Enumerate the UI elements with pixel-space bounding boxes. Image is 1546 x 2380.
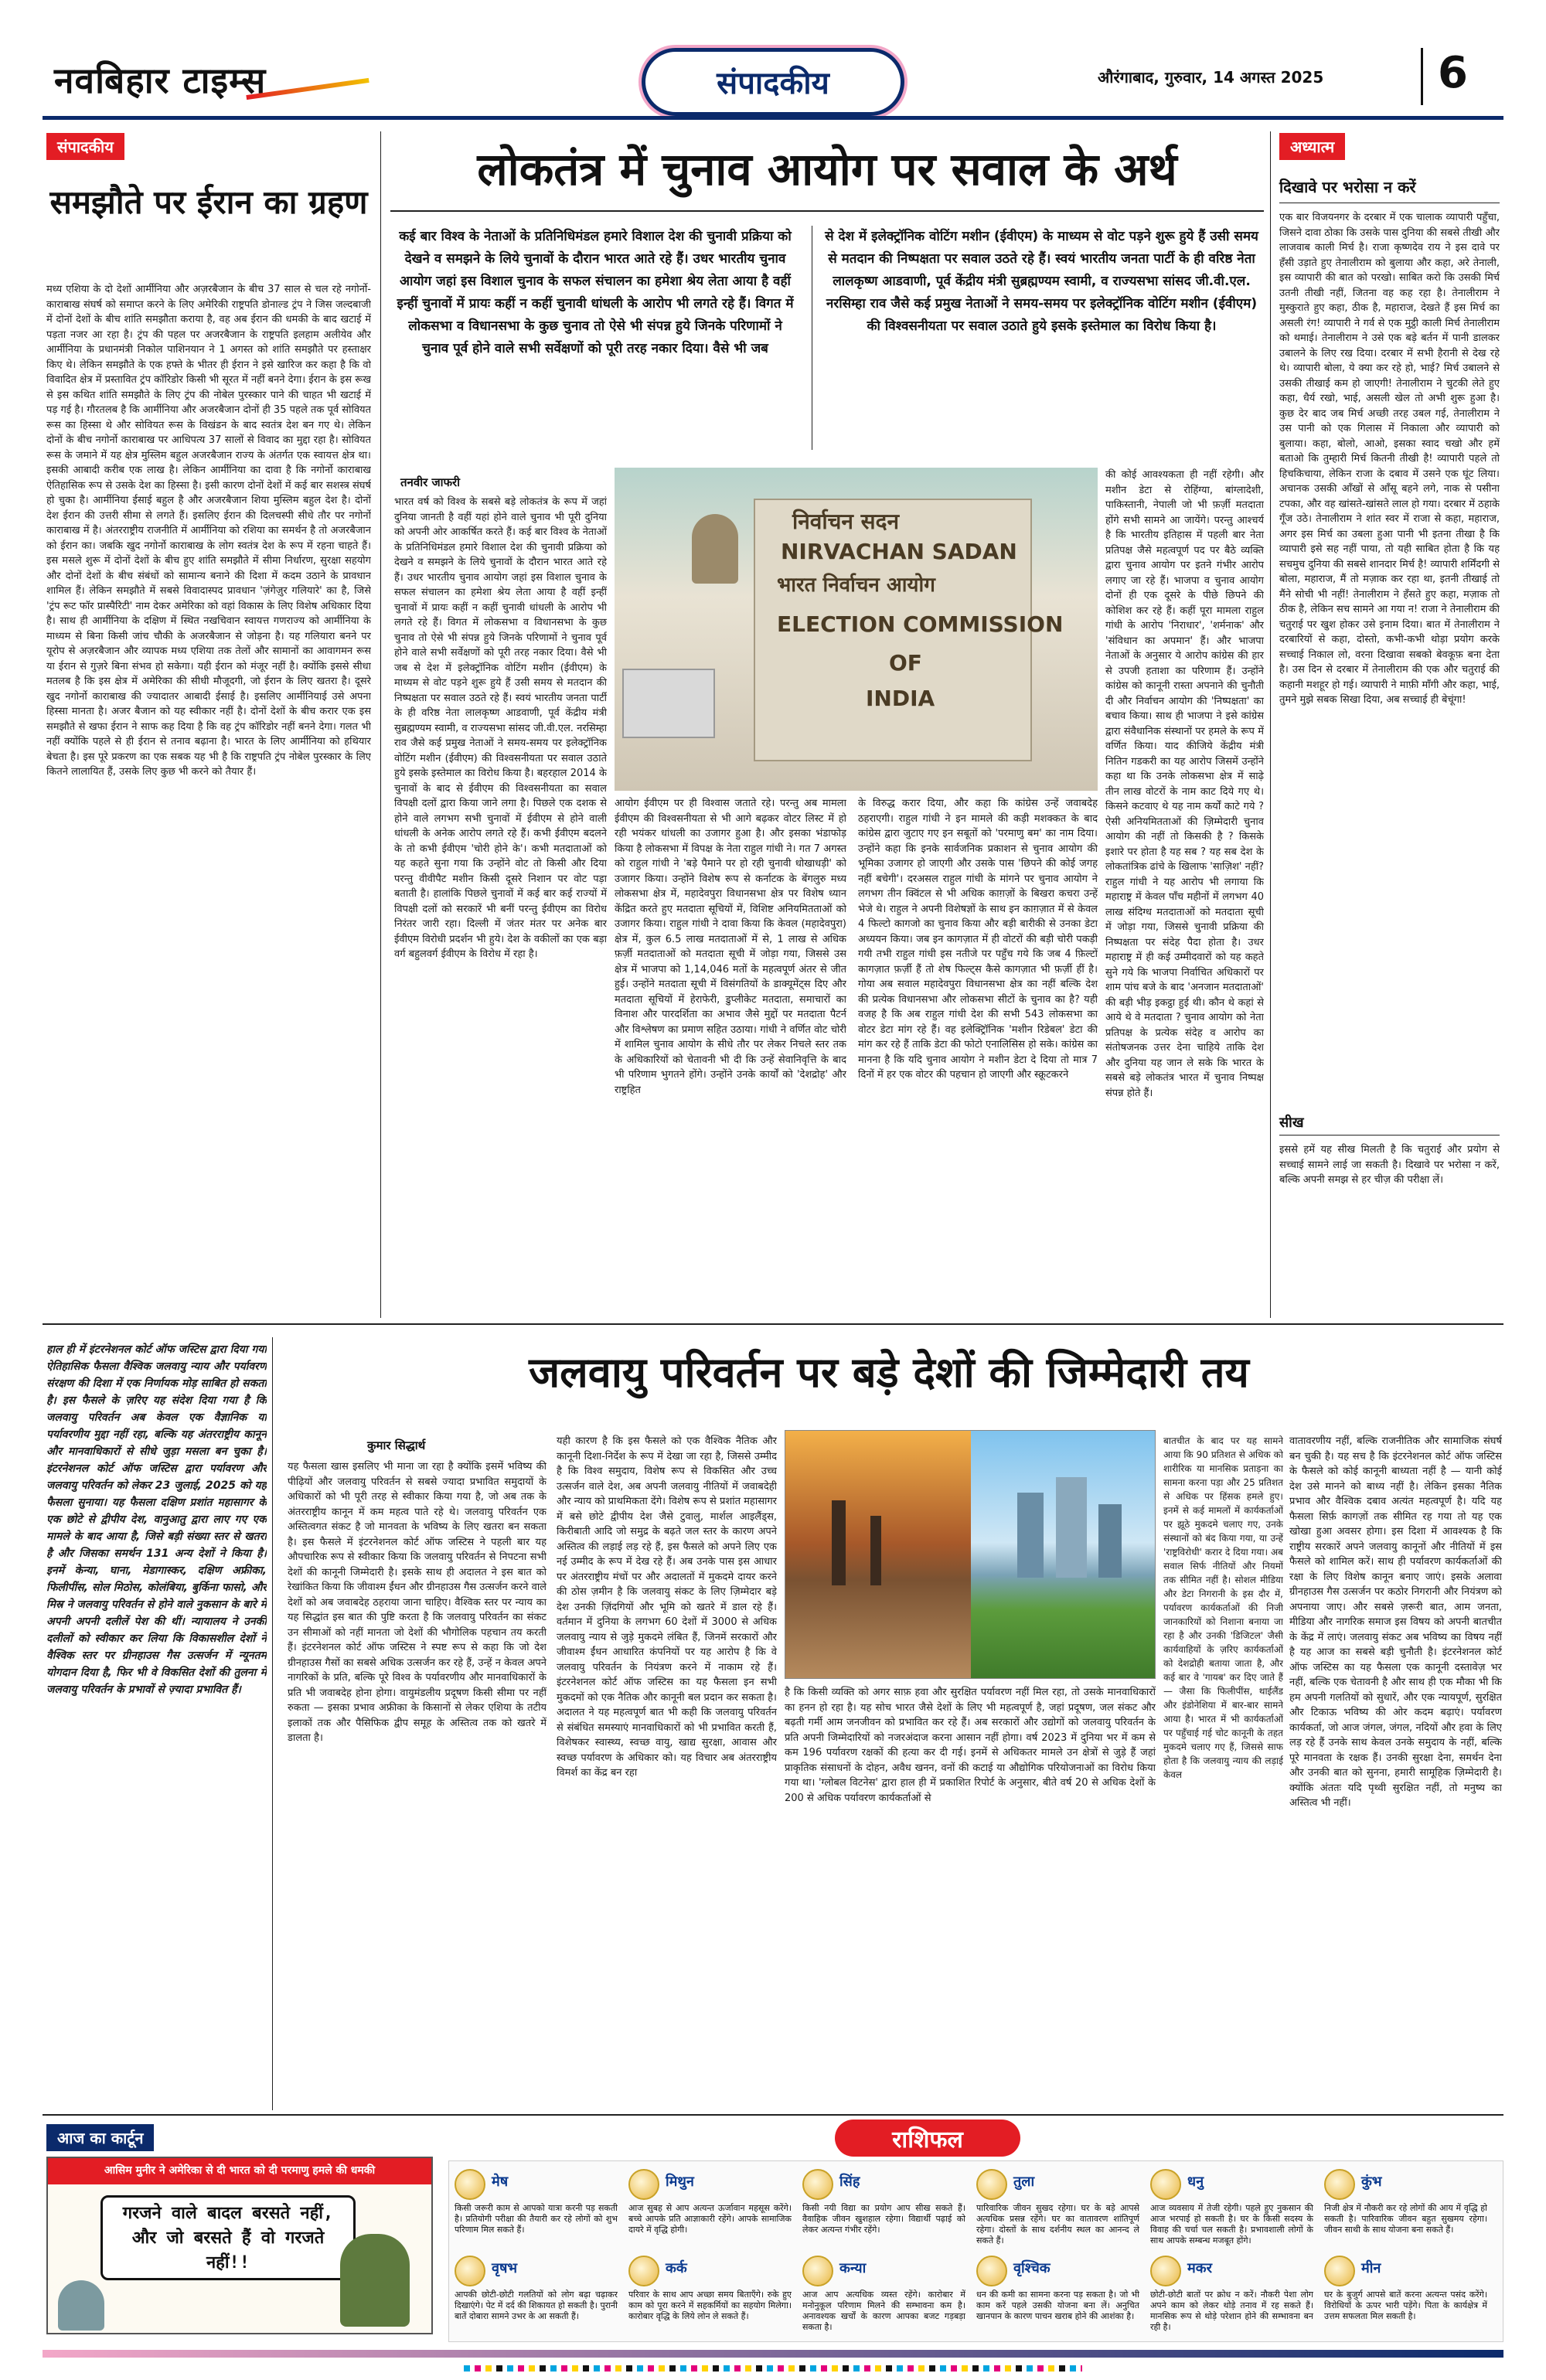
zodiac-icon	[628, 2169, 659, 2200]
sign-line-4: ELECTION COMMISSION	[777, 611, 1064, 637]
zodiac-forecast: आपकी छोटी-छोटी गलतियों को लोग बढ़ा चढ़ाकर दिखाएंगे। पेट में दर्द की शिकायत हो सकती है। पुरानी बातें दोबारा सामने उभर के आ सकती हैं।	[455, 2290, 618, 2321]
smokestack-icon-2	[870, 1516, 881, 1585]
spirituality-tag: अध्यात्म	[1279, 133, 1345, 160]
sign-line-5: OF	[889, 650, 922, 676]
zodiac-forecast: घर के बुजुर्ग आपसे बातें करना अत्यन्त पसंद करेंगे। विरोधियों के ऊपर भारी पड़ेंगे। पिता के कार्यक्षेत्र में उत्तम सफलता मिल सकती है।	[1324, 2290, 1487, 2321]
climate-col-5: वातावरणीय नहीं, बल्कि राजनीतिक और सामाजिक संघर्ष बन चुकी है। यह सच है कि इंटरनेशनल कोर्ट ऑफ जस्टिस के फैसले को कोई कानूनी बाध्यता नहीं है — यानी कोई देश उसे मानने को बाध्य नहीं है। लेकिन इसका नैतिक प्रभाव और वैश्विक दबाव अत्यंत महत्वपूर्ण है। यदि यह फैसला सिर्फ़ कागज़ों तक सीमित रह गया तो यह एक खोखा हुआ अवसर होगा। इस दिशा में आवश्यक है कि राष्ट्रीय सरकारें अपने जलवायु कानूनों और नीतियों में इस फैसले को शामिल करें। साथ ही पर्यावरण कार्यकर्ताओं की रक्षा के लिए विशेष कानून बनाए जाएं। इसके अलावा ग्रीनहाउस गैस उत्सर्जन पर कठोर निगरानी और नियंत्रण को अपनाया जाए। और सबसे ज़रूरी बात, आम जनता, मीडिया और नागरिक समाज इस विषय को अपनी बातचीत के केंद्र में लाएं। जलवायु संकट अब भविष्य का विषय नहीं है यह आज का सबसे बड़ी चुनौती है। इंटरनेशनल कोर्ट ऑफ जस्टिस का यह फैसला एक कानूनी दस्तावेज़ भर नहीं, बल्कि एक चेतावनी है और साथ ही एक मौका भी कि हम अपनी गलतियों को सुधारें, और एक न्यायपूर्ण, सुरक्षित और टिकाऊ भविष्य की ओर कदम बढ़ाएं। पर्यावरण कार्यकर्ता, जो आज जंगल, जंगल, नदियों और हवा के लिए लड़ रहे हैं उनके साथ केवल उनके समुदाय के नहीं, बल्कि पूरे मानवता के रक्षक हैं। उनकी सुरक्षा देना, समर्थन देना और उनकी बात को सुनना, हमारी सामूहिक ज़िम्मेदारी है। क्योंकि अंततः यदि पृथ्वी सुरक्षित नहीं, तो मनुष्य का अस्तित्व भी नहीं।	[1289, 1435, 1502, 1809]
col-divider-left	[380, 131, 381, 1318]
zodiac-forecast: आज सुबह से आप अत्यन्त ऊर्जावान महसूस करेंगे। बच्चे आपके प्रति आज्ञाकारी रहेंगे। आपके सामाजिक दायरे में वृद्धि होगी।	[628, 2203, 792, 2235]
horoscope-card	[802, 2164, 969, 2248]
zodiac-icon	[1150, 2256, 1181, 2286]
smokestack-icon	[832, 1500, 846, 1585]
cartoon-speech: गरजने वाले बादल बरसते नहीं, और जो बरसते हैं वो गरजते नहीं!!	[122, 2204, 334, 2273]
place-date: औरंगाबाद, गुरुवार, 14 अगस्त 2025	[1098, 68, 1324, 87]
zodiac-name: मेष	[492, 2174, 509, 2190]
horoscope-card	[455, 2164, 621, 2248]
registration-dots	[464, 2365, 1082, 2371]
lesson-rule	[1279, 1135, 1500, 1136]
lesson-title: सीख	[1279, 1115, 1304, 1131]
climate-col-2: यही कारण है कि इस फैसले को एक वैश्विक नैतिक और कानूनी दिशा-निर्देश के रूप में देखा जा रहा है, जिससे उम्मीद है कि विश्व समुदाय, विशेष रूप से विकसित और उच्च उत्सर्जन वाले देश, अब अपनी जलवायु नीतियों में जवाबदेही और न्याय को प्राथमिकता देंगे। विशेष रूप से प्रशांत महासागर में बसे छोटे द्वीपीय देश जैसे टुवालु, मार्शल आइलैंड्स, किरीबाती आदि जो समुद्र के बढ़ते जल स्तर के कारण अपने अस्तित्व की लड़ाई लड़ रहे हैं, इस फैसले को अपने लिए एक नई उम्मीद के रूप में देख रहे हैं। अब उनके पास इस आधार पर अंतरराष्ट्रीय मंचों पर और अदालतों में मुकदमे दायर करने की ठोस ज़मीन है कि जलवायु संकट के लिए ज़िम्मेदार बड़े देश उनकी ज़िंदगियों और भूमि को खतरे में डाल रहे हैं। वर्तमान में दुनिया के लगभग 60 देशों में 3000 से अधिक जलवायु न्याय से जुड़े मुकदमे लंबित हैं, जिनमें सरकारों और जीवाश्म ईंधन आधारित कंपनियों पर यह आरोप है कि वे जलवायु परिवर्तन के नियंत्रण करने में नाकाम रहे हैं। इंटरनेशनल कोर्ट ऑफ जस्टिस का यह फैसला इन सभी मुकदमों को एक नैतिक और कानूनी बल प्रदान कर सकता है। अदालत ने यह महत्वपूर्ण बात भी कही कि जलवायु परिवर्तन से संबंधित समस्याएं मानवाधिकारों को भी प्रभावित करती हैं, विशेषकर स्वास्थ्य, स्वच्छ वायु, खाद्य सुरक्षा, आवास और स्वच्छ पर्यावरण के अधिकार को। यह विचार अब अंतरराष्ट्रीय विमर्श का केंद्र बन रहा	[557, 1435, 777, 1779]
cartoon-figure-icon-2	[58, 2280, 104, 2331]
horoscope-title: राशिफल	[892, 2126, 963, 2154]
spirituality-body: एक बार विजयनगर के दरबार में एक चालाक व्यापारी पहुँचा, जिसने दावा ठोका कि उसके पास दुनिया की सबसे तीखी और लाजवाब काली मिर्च है। राजा कृष्णदेव राय ने इस दावे पर हँसी उड़ाते हुए तेनालीराम को बुलाया और कहा, अरे तेनाली, इस व्यापारी की बात को परखो। साबित करो कि उसकी मिर्च उतनी तीखी नहीं, जितना वह कह रहा है। तेनालीराम ने मुस्कुराते हुए कहा, ठीक है, महाराज, देखते हैं इस मिर्च का असली रंग! व्यापारी ने गर्व से एक मुट्ठी काली मिर्च तेनालीराम को थमाई। तेनालीराम ने उसे एक बड़े बर्तन में पानी डालकर उबालने के लिए रख दिया। दरबार में सभी हैरानी से देख रहे थे। व्यापारी बोला, ये क्या कर रहे हो, भाई? मिर्च उबालने से उसकी तीखाई कम हो जाएगी! तेनालीराम ने चुटकी लेते हुए कहा, धैर्य रखो, भाई, असली खेल तो अभी शुरू हुआ है। कुछ देर बाद जब मिर्च अच्छी तरह उबल गई, तेनालीराम ने उस पानी को एक गिलास में निकाला और व्यापारी को बुलाया। कहा, बोलो, आओ, इसका स्वाद चखो और हमें बताओ कि तुम्हारी मिर्च कितनी तीखी है! व्यापारी पहले तो हिचकिचाया, लेकिन राजा के दबाव में उसने एक घूंट लिया। अचानक उसकी आँखों से आँसू बहने लगे, नाक से पसीना टपका, और वह खांसते-खांसते लाल हो गया। दरबार में ठहाके गूँज उठे। तेनालीराम ने शांत स्वर में राजा से कहा, महाराज, अगर इस मिर्च का उबला हुआ पानी भी इतना तीखा है कि व्यापारी इसे सह नहीं पाया, तो यही साबित होता है कि यह सचमुच दुनिया की सबसे शानदार मिर्च है! व्यापारी शर्मिंदगी से बोला, महाराज, मैं तो मज़ाक कर रहा था, इतनी तीखाई तो मैंने सोची भी नहीं! तेनालीराम ने हँसते हुए कहा, मज़ाक तो ठीक है, लेकिन सच सामने आ गया न! राजा ने तेनालीराम की चतुराई पर खुश होकर उसे इनाम दिया। बात में तेनालीराम ने दरबारियों से कहा, दोस्तो, कभी-कभी थोड़ा प्रयोग करके सच्चाई निकाल लो, वरना दिखावा सबको बेवकूफ़ बना देता है। उस दिन से दरबार में तेनालीराम की एक और चतुराई की कहानी मशहूर हो गई। व्यापारी ने माफ़ी माँगी और कहा, भाई, तुमने मुझे सबक सिखा दिया, अब सच्चाई ही बेचूंगा!	[1279, 212, 1500, 706]
zodiac-icon	[455, 2256, 485, 2286]
sign-line-1: निर्वाचन सदन	[792, 509, 900, 534]
editorial-tag: संपादकीय	[46, 133, 124, 160]
zodiac-name: मकर	[1187, 2260, 1212, 2276]
zodiac-icon	[976, 2169, 1007, 2200]
cartoon-tag: आज का कार्टून	[46, 2124, 154, 2151]
sign-line-6: INDIA	[866, 686, 935, 711]
pull-quote-right: से देश में इलेक्ट्रॉनिक वोटिंग मशीन (ईवीएम) के माध्यम से वोट पड़ने शुरू हुये हैं उसी समय से मतदान की निष्पक्षता पर सवाल उठते रहे हैं। स्वयं भारतीय जनता पार्टी के ही वरिष्ठ नेता लालकृष्ण आडवाणी, पूर्व केंद्रीय मंत्री सुब्रह्मण्यम स्वामी, व राज्यसभा सांसद जी.वी.एल. नरसिम्हा राव जैसे कई प्रमुख नेताओं ने समय-समय पर इलेक्ट्रॉनिक वोटिंग मशीन (ईवीएम) की विश्वसनीयता पर सवाल उठाते हुये इसके इस्तेमाल का विरोध किया है।	[825, 229, 1258, 334]
masthead-rule	[43, 116, 1503, 120]
horoscope-card	[1324, 2251, 1490, 2334]
zodiac-icon	[1324, 2169, 1355, 2200]
cartoon-caption: आसिम मुनीर ने अमेरिका से दी भारत को दी परमाणु हमले की धमकी	[48, 2158, 431, 2184]
climate-col-4-body: बातचीत के बाद पर यह सामने आया कि 90 प्रतिशत से अधिक को शारीरिक या मानसिक प्रताड़ना का सामना करना पड़ा और 25 प्रतिशत से अधिक पर हिंसक हमले हुए। इनमें से कई मामलों में कार्यकर्ताओं पर झूठे मुकदमे चलाए गए, उनके संस्थानों को बंद किया गया, या उन्हें 'राष्ट्रविरोधी' करार दे दिया गया। अब सवाल सिर्फ नीतियों और नियमों तक सीमित नहीं है। सोशल मीडिया और डेटा निगरानी के इस दौर में, पर्यावरण कार्यकर्ताओं की निजी जानकारियों को निशाना बनाया जा रहा है और उनकी 'डिजिटल' जैसी कार्यवाहियों के ज़रिए कार्यकर्ताओं को देशद्रोही बताया जाता है, और कई बार वे 'गायब' कर दिए जाते हैं — जैसा कि फिलीपींस, थाईलैंड और इंडोनेशिया में बार-बार सामने आया है। भारत में भी कार्यकर्ताओं पर पहुँचाई गई चोट कानूनी के तहत मुकदमे चलाए गए हैं, जिससे साफ होता है कि जलवायु न्याय की लड़ाई केवल	[1163, 1435, 1283, 1780]
headline-rule	[390, 210, 1264, 212]
col-divider-right	[1270, 131, 1271, 1318]
zodiac-icon	[802, 2169, 833, 2200]
zodiac-icon	[802, 2256, 833, 2286]
zodiac-name: धनु	[1187, 2174, 1204, 2190]
zodiac-name: वृषभ	[492, 2260, 518, 2276]
skyscraper-icon-2	[1056, 1477, 1087, 1578]
zodiac-forecast: परिवार के साथ आप अच्छा समय बिताएँगे। रुके हुए काम को पूरा करने में सहकर्मियों का सहयोग मिलेगा। कारोबार वृद्धि के लिये लोन ले सकते हैं।	[628, 2290, 792, 2321]
editorial-title: समझौते पर ईरान का ग्रहण	[49, 183, 368, 221]
zodiac-name: कर्क	[666, 2260, 687, 2276]
horoscope-card	[802, 2251, 969, 2334]
zodiac-forecast: निजी क्षेत्र में नौकरी कर रहे लोगों की आय में वृद्धि हो सकती है। पारिवारिक जीवन बहुत सुखमय रहेगा। जीवन साथी के साथ योजना बना सकते हैं।	[1324, 2203, 1487, 2235]
spirituality-title: दिखावे पर भरोसा न करें	[1279, 178, 1416, 196]
lead-headline: लोकतंत्र में चुनाव आयोग पर सवाल के अर्थ	[477, 143, 1177, 196]
zodiac-name: वृश्चिक	[1013, 2260, 1051, 2276]
section-title: संपादकीय	[717, 66, 829, 101]
climate-photo	[785, 1430, 1156, 1679]
zodiac-name: कन्या	[839, 2260, 867, 2276]
lesson-body: इससे हमें यह सीख मिलती है कि चतुराई और प्रयोग से सच्चाई सामने लाई जा सकती है। दिखावे पर भरोसा न करें, बल्कि अपनी समझ से हर चीज़ की परीक्षा लें।	[1279, 1144, 1500, 1186]
horoscope-card	[1150, 2164, 1316, 2248]
horoscope-card	[455, 2251, 621, 2334]
zodiac-name: मीन	[1361, 2260, 1381, 2276]
paper-name: नवबिहार टाइम्स	[54, 60, 267, 101]
pull-quote-left: कई बार विश्व के नेताओं के प्रतिनिधिमंडल हमारे विशाल देश की चुनावी प्रक्रिया को देखने व समझने के लिये चुनावों के दौरान भारत आते रहे हैं। उधर भारतीय चुनाव आयोग जहां इस विशाल चुनाव के सफल संचालन का हमेशा श्रेय लेता आया है वहीं इन्हीं चुनावों में प्रायः कहीं न कहीं चुनावी धांधली के आरोप भी लगते रहे हैं। विगत में लोकसभा व विधानसभा के कुछ चुनाव तो ऐसे भी संपन्न हुये जिनके परिणामों ने चुनाव पूर्व होने वाले सभी सर्वेक्षणों को पूरी तरह नकार दिया। वैसे भी जब	[397, 229, 794, 356]
climate-sidebar: हाल ही में इंटरनेशनल कोर्ट ऑफ जस्टिस द्वारा दिया गया ऐतिहासिक फैसला वैश्विक जलवायु न्याय और पर्यावरण संरक्षण की दिशा में एक निर्णायक मोड़ साबित हो सकता है। इस फैसले के ज़रिए यह संदेश दिया गया है कि जलवायु परिवर्तन अब केवल एक वैज्ञानिक या पर्यावरणीय मुद्दा नहीं रहा, बल्कि यह अंतरराष्ट्रीय कानून और मानवाधिकारों से सीधे जुड़ा मसला बन चुका है। इंटरनेशनल कोर्ट ऑफ जस्टिस द्वारा पर्यावरण और जलवायु परिवर्तन को लेकर 23 जुलाई, 2025 को यह फैसला सुनाया। यह फैसला दक्षिण प्रशांत महासागर के एक छोटे से द्वीपीय देश, वानुआतु द्वारा लाए गए एक मामले के बाद आया है, जिसे बड़ी संख्या स्तर से खतरा है और जिसका समर्थन 131 अन्य देशों ने किया है। इनमें केन्या, घाना, मेडागास्कर, दक्षिण अफ्रीका, फिलीपींस, सोल मिठोस, कोलंबिया, बुर्किना फासो, और मिस्र ने जलवायु परिवर्तन से होने वाले नुकसान के बारे में अपनी अपनी दलीलें पेश की थीं। न्यायालय ने उनकी दलीलों को स्वीकार कर लिया कि विकासशील देशों ने वैश्विक स्तर पर ग्रीनहाउस गैस उत्सर्जन में न्यूनतम योगदान दिया है, फिर भी वे विकसित देशों की तुलना में जलवायु परिवर्तन के प्रभावों से ज़्यादा प्रभावित हैं।	[46, 1343, 267, 1696]
climate-headline: जलवायु परिवर्तन पर बड़े देशों की जिम्मेदारी तय	[529, 1347, 1249, 1397]
climate-col-1: यह फैसला खास इसलिए भी माना जा रहा है क्योंकि इसमें भविष्य की पीढ़ियों और जलवायु परिवर्तन से सबसे ज्यादा प्रभावित समुदायों के अधिकारों को भी पूरी तरह से स्वीकार किया गया है, जो अब तक के अंतरराष्ट्रीय कानून में कम महत्व पाते रहे थे। जलवायु परिवर्तन एक अस्तित्वगत संकट है जो मानवता के भविष्य के लिए खतरा बन सकता है। इस फैसले में इंटरनेशनल कोर्ट ऑफ जस्टिस ने पहली बार यह औपचारिक रूप से स्वीकार किया कि जलवायु परिवर्तन से निपटना सभी देशों की कानूनी जिम्मेदारी है। इसके साथ ही अदालत ने इस बात को रेखांकित किया कि जीवाश्म ईंधन और ग्रीनहाउस गैस उत्सर्जन करने वाले देशों को अब जवाबदेह ठहराया जाना चाहिए। वैश्विक स्तर पर न्याय का यह सिद्धांत इस बात की पुष्टि करता है कि जलवायु परिवर्तन का संकट उन सीमाओं को नहीं मानता जो देशों की भौगोलिक पहचान तय करती हैं। इंटरनेशनल कोर्ट ऑफ जस्टिस ने स्पष्ट रूप से कहा कि जो देश ग्रीनहाउस गैसों का सबसे अधिक उत्सर्जन कर रहे हैं, उन्हें न केवल अपने नागरिकों के प्रति, बल्कि पूरे विश्व के पर्यावरणीय और मानवाधिकारों के प्रति भी जवाबदेह होना होगा। वायुमंडलीय प्रदूषण किसी सीमा पर नहीं रुकता — इसका प्रभाव अफ्रीका के किसानों से लेकर एशिया के तटीय इलाकों तक और पैसिफिक द्वीप समूह के अस्तित्व तक को खतरे में डालता है।	[288, 1461, 547, 1744]
election-commission-photo	[615, 468, 1098, 791]
author-byline: तनवीर जाफरी	[400, 475, 461, 489]
section-divider-2	[43, 2114, 1503, 2116]
ashoka-emblem-icon	[692, 514, 738, 584]
horoscope-card	[628, 2164, 795, 2248]
lead-col-3: के विरुद्ध करार दिया, और कहा कि कांग्रेस उन्हें जवाबदेह ठहराएगी। राहुल गांधी ने इन मामले की कड़ी मशक्कत के बाद कांग्रेस द्वारा जुटाए गए इन सबूतों को 'परमाणु बम' का नाम दिया। उन्होंने कहा कि इनके सार्वजनिक प्रकाशन से चुनाव आयोग की भूमिका उजागर हो जाएगी और उसके पास 'छिपने की कोई जगह नहीं बचेगी'। दरअसल राहुल गांधी के मांगने पर चुनाव आयोग ने लगभग तीन क्विंटल से भी अधिक काग़ज़ों के बिखरा कचरा उन्हें भेजे थे। राहुल ने अपनी विशेषज्ञों के साथ इन काग़ज़ात में से केवल 4 फिल्टो कागजो का चुनाव किया और बड़ी बारीकी से उनका डेटा अध्ययन किया। जब इन कागज़ात में ही वोटरों की बड़ी चोरी पकड़ी गयी तभी राहुल गांधी इस नतीजे पर पहुँच गये कि जब 4 फ़िल्टों कागज़ात फ़र्ज़ी हैं तो शेष फिल्ट्स कैसे कागज़ात भी फ़र्ज़ी हीं है। गोया अब सवाल महादेवपुरा विधानसभा क्षेत्र का नहीं बल्कि देश की प्रत्येक विधानसभा और लोकसभा सीटों के चुनाव का है? यही वजह है कि अब राहुल गांधी देश की सभी 543 लोकसभा का वोटर डेटा मांग रहे हैं। वह इलेक्ट्रिॉनिक 'मशीन रिडेबल' डेटा की मांग कर रहे हैं ताकि डेटा की फोटो एनालिसिस हो सके। कांग्रेस का मानना है कि यदि चुनाव आयोग ने मशीन डेटा दे दिया तो मात्र 7 दिनों में हर एक वोटर की पहचान हो जाएगी और स्क्रूटकरने	[858, 798, 1098, 1081]
climate-sidebar-divider	[272, 1337, 273, 2110]
sign-line-2: NIRVACHAN SADAN	[781, 539, 1017, 564]
zodiac-icon	[976, 2256, 1007, 2286]
cartoon-figure-icon	[340, 2234, 410, 2327]
zodiac-icon	[628, 2256, 659, 2286]
zodiac-forecast: छोटी-छोटी बातों पर क्रोध न करें। नौकरी पेशा लोग अपने काम को लेकर थोड़े तनाव में रह सकते हैं। मानसिक रूप से थोड़े परेशान होने की सम्भावना बन रही है।	[1150, 2290, 1313, 2332]
climate-author: कुमार सिद्धार्थ	[367, 1439, 426, 1452]
zodiac-forecast: किसी नयी विद्या का प्रयोग आप सीख सकते हैं। वैवाहिक जीवन खुशहाल रहेगा। विद्यार्थी पढ़ाई को लेकर अत्यन्त गंभीर रहेंगे।	[802, 2203, 965, 2235]
lead-col-4: की कोई आवश्यकता ही नहीं रहेगी। और मशीन डेटा से रोहिंग्या, बांग्लादेशी, पाकिस्तानी, नेपाली जो भी फ़र्ज़ी मतदाता होंगे सभी सामने आ जायेंगे। परन्तु आश्चर्य है कि भारतीय इतिहास में पहली बार नेता प्रतिपक्ष जैसे महत्वपूर्ण पद पर बैठे व्यक्ति द्वारा चुनाव आयोग पर इतने गंभीर आरोप लगाए जा रहे हैं। भाजपा व चुनाव आयोग दोनों ही एक दूसरे के पीछे छिपने की कोशिश कर रहे हैं। कहीं पूरा मामला राहुल गांधी के आरोप 'निराधार', 'शर्मनाक' और 'संविधान का अपमान' हैं। और भाजपा नेताओं के अनुसार ये आरोप कांग्रेस की हार से उपजी हताशा का परिणाम हैं। उन्होंने कांग्रेस को कानूनी रास्ता अपनाने की चुनौती दी और निर्वाचन आयोग की 'निष्पक्षता' का बचाव किया। साथ ही भाजपा ने इसे कांग्रेस द्वारा संवैधानिक संस्थानों पर हमले के रूप में वर्णित किया। याद कीजिये केंद्रीय मंत्री नितिन गडकरी का यह आरोप जिसमें उन्होंने कहा था कि उनके लोकसभा क्षेत्र में साढ़े तीन लाख वोटरों के नाम काट दिये गए थे। किसने कटवाए थे यह नाम कर्यों काटे गये ? ऐसी अनियमितताओं की ज़िम्मेदारी चुनाव आयोग की नहीं तो किसकी है ? किसके इशारे पर होता है यह सब ? यह सब देश के लोकतांत्रिक ढांचे के खिलाफ 'साज़िश' नहीं? राहुल गांधी ने यह आरोप भी लगाया कि महाराष्ट्र में केवल पाँच महीनों में लगभग 40 लाख संदिग्ध मतदाताओं को मतदाता सूची में जोड़ा गया, जिससे चुनावी प्रक्रिया की निष्पक्षता पर संदेह पैदा होता है। उधर महाराष्ट्र में ही कई उम्मीदवारों को यह कहते सुने गये कि भाजपा निर्वाचित अधिकारों पर शाम पांच बजे के बाद 'अनजान मतदाताओं' की बड़ी भीड़ इकट्ठा हुई थी। कौन थे कहां से आये थे वे मतदाता ? चुनाव आयोग को नेता प्रतिपक्ष के प्रत्येक संदेह व आरोप का संतोषजनक उत्तर देना चाहिये ताकि देश और दुनिया यह जान ले सके कि भारत के सबसे बड़े लोकतंत्र भारत में चुनाव निष्पक्ष संपन्न होते हैं।	[1105, 469, 1264, 1099]
page-number: 6	[1421, 48, 1483, 105]
zodiac-name: सिंह	[839, 2174, 860, 2190]
zodiac-icon	[1150, 2169, 1181, 2200]
horoscope-card	[628, 2251, 795, 2334]
zodiac-forecast: धन की कमी का सामना करना पड़ सकता है। जो भी काम करें पहले उसकी योजना बना लें। अनुचित खानपान के कारण पाचन खराब होने की आशंका है।	[976, 2290, 1139, 2321]
zodiac-name: कुंभ	[1361, 2174, 1382, 2190]
horoscope-card	[976, 2164, 1142, 2248]
lead-col-2: आयोग ईवीएम पर ही विश्वास जताते रहे। परन्तु अब मामला ईवीएम की विश्वसनीयता से भी आगे बढ़कर वोटर लिस्ट में हो रही भयंकर धांधली का उजागर हुआ है। और इसका भंडाफोड़ किया है लोकसभा में विपक्ष के नेता राहुल गांधी ने। गत 7 अगस्त को राहुल गांधी ने 'बड़े पैमाने पर हो रही चुनावी धोखाधड़ी' को उजागर किया। उन्होंने विशेष रूप से कर्नाटक के बेंगलुरु मध्य लोकसभा क्षेत्र में, महादेवपुरा विधानसभा क्षेत्र पर विशेष ध्यान केंद्रित करते हुए मतदाता सूचियों में, विशिष्ट अनियमितताओं को उजागर किया। राहुल गांधी ने दावा किया कि केवल (महादेवपुरा) क्षेत्र में, कुल 6.5 लाख मतदाताओं में से, 1 लाख से अधिक फ़र्ज़ी मतदाताओं को मतदाता सूची में जोड़ा गया, जिससे उस क्षेत्र में भाजपा को 1,14,046 मतों के महत्वपूर्ण अंतर से जीत हुई। उन्होंने मतदाता सूची में विसंगतियों के डाक्यूमेंट्स दिए और मतदाता सूचियों में हेराफेरी, डुप्लीकेट मतदाता, समाचारों का विनाश और पारदर्शिता का अभाव जैसे मुद्दों पर मतदाता पैटर्न और विश्लेषण का प्रमाण सहित उठाया। गांधी ने वर्णित वोट चोरी में शामिल चुनाव आयोग के सीधे तौर पर लेकर निचले स्तर तक के अधिकारियों को चेतावनी भी दी कि उन्हें सेवानिवृत्ति के बाद भी परिणाम भुगतने होंगे। उन्होंने उनके कार्यों को 'देशद्रोह' और राष्ट्रहित	[615, 798, 846, 1096]
horoscope-card	[976, 2251, 1142, 2334]
section-divider	[43, 1323, 1503, 1325]
zodiac-forecast: किसी जरूरी काम से आपको यात्रा करनी पड़ सकती है। प्रतियोगी परीक्षा की तैयारी कर रहे लोगों को शुभ परिणाम मिल सकते हैं।	[455, 2203, 618, 2235]
zodiac-icon	[1324, 2256, 1355, 2286]
zodiac-forecast: आज आप अत्यधिक व्यस्त रहेंगे। कारोबार में मनोनुकूल परिणाम मिलने की सम्भावना कम है। अनावश्यक खर्चों के कारण आपका बजट गड़बड़ा सकता है।	[802, 2290, 965, 2332]
zodiac-icon	[455, 2169, 485, 2200]
skyscraper-icon-3	[1098, 1504, 1122, 1578]
zodiac-name: मिथुन	[666, 2174, 694, 2190]
sign-line-3: भारत निर्वाचन आयोग	[777, 574, 935, 597]
ac-unit-icon	[622, 669, 715, 738]
horoscope-card	[1150, 2251, 1316, 2334]
horoscope-card	[1324, 2164, 1490, 2248]
zodiac-name: तुला	[1013, 2174, 1035, 2190]
editorial-body: मध्य एशिया के दो देशों आर्मीनिया और अज़रबैजान के बीच 37 साल से चल रहे नगोर्नो-काराबाख संघर्ष को समाप्त करने के लिए अमेरिकी राष्ट्रपति डोनाल्ड ट्रंप ने जिस जल्दबाजी में दोनों देशों के बीच शांति समझौता कराया है, वह अब ईरान की धमकी के बाद खटाई में पड़ता नजर आ रहा है। ट्रंप की पहल पर अजरबैजान के राष्ट्रपति इलहाम अलीयेव और आर्मीनिया के प्रधानमंत्री निकोल पाशिनयान ने 1 अगस्त को शांति समझौते पर हस्ताक्षर किए थे। लेकिन समझौते के एक हफ्ते के भीतर ही ईरान ने इसे खारिज कर कहा है कि वो विवादित क्षेत्र में प्रस्तावित ट्रंप कॉरिडोर किसी भी सूरत में नहीं बनने देगा। ईरान के इस रूख से इस कथित शांति समझौते के लिए ट्रंप की नोबेल पुरस्कार पाने की चाहत भी खटाई में पड़ गई है। गौरतलब है कि आर्मीनिया और अजरबैजान दोनों ही 35 पहले तक पूर्व सोवियत रूस का हिस्सा थे और सोवियत रूस के विखंडन के बाद स्वतंत्र देश बन गए थे। लेकिन दोनों के बीच नगोर्नो काराबाख पर आधिपत्य 37 सालों से विवाद का मुद्दा रहा है। सोवियत रूस के जमाने में यह क्षेत्र मुस्लिम बहुल अजरबैजान राज्य के अंतर्गत एक स्वायत्त क्षेत्र था। इसकी आबादी करीब एक लाख है। लेकिन आर्मीनिया का दावा है कि नगोर्नो काराबाख ऐतिहासिक रूप से उसके देश का हिस्सा है। इसी कारण दोनों देशों में कई बार सशस्त्र संघर्ष हो चुका है। आर्मीनिया ईसाई बहुल है और अजरबैजान शिया मुस्लिम बहुल देश है। दोनों देश ईरान की उत्तरी सीमा से लगते हैं। इसलिए ईरान की दिलचस्पी सीधे तौर पर नगोर्नो काराबाख में है। अंतरराष्ट्रीय राजनीति में आर्मीनिया को रशिया का समर्थन है तो अजरबैजान को ईरान का। जबकि खुद नगोर्नो काराबाख के लोग स्वतंत्र देश के रूप में रहना चाहते हैं। इस मसले शुरू में दोनों देशों के बीच हुए शांति समझौते में सीमा निर्धारण, सुरक्षा सहयोग और दोनों देशों के बीच संबंधों को सामान्य बनाने की दिशा में कदम उठाने के प्रावधान शामिल हैं। लेकिन समझौते में सबसे विवादास्पद प्रावधान 'ज़ंगेज़ुर गलियारे' का है, जिसे 'ट्रंप रूट फॉर प्रास्पैरिटी' नाम देकर अमेरिका को वहां विकास के लिए विशेष अधिकार दिया है। साथ ही आर्मीनिया के दक्षिण में स्थित नखचिवान स्वायत्त गणराज्य को आर्मीनिया के माध्यम से बिना किसी जांच चौकी के अजरबैजान से जोड़ना है। यह गलियारा बनने पर यूरोप से अज़रबैजान और व्यापक मध्य एशिया तक तेलों और सामानों का आवागमन रूस या ईरान से गुज़रे बिना संभव हो सकेगा। यही ईरान को मंजूर नहीं है। क्योंकि इससे सीधा मतलब है कि इस क्षेत्र में अमेरिका की सीधी मौजूदगी, जो ईरान के लिए खतरा है। दूसरे खुद नगोर्नो काराबाख की ज्यादातर आबादी ईसाई है। इसलिए आर्मीनियाई उसे अपना हिस्सा मानता है। अजर बैजान को यह स्वीकार नहीं है। दोनों देशों के बीच करार एक इस समझौते से खफा ईरान ने साफ कह दिया है कि वह ट्रंप कॉरिडोर नहीं बनने देगा। गलत भी नहीं क्योंकि पहले से ही ईरान से तनाव बढ़ाना है। भारत के लिए आर्मीनिया को हथियार बेचता है। इस पूरे प्रकरण का एक सबक यह भी है कि राष्ट्रपति ट्रंप नोबेल पुरस्कार के लिए कितने लालायित हैं, उसके लिए कुछ भी करने को तैयार हैं।	[46, 284, 371, 778]
footer-band	[43, 2350, 1503, 2358]
zodiac-forecast: आज व्यवसाय में तेजी रहेगी। पहले हुए नुकसान की आज भरपाई हो सकती है। घर के किसी सदस्य के विवाह की चर्चा चल सकती है। प्रभावशाली लोगों के साथ आपके सम्बन्ध मजबूत होंगे।	[1150, 2203, 1313, 2246]
skyscraper-icon	[1017, 1493, 1044, 1578]
climate-col-3: है कि किसी व्यक्ति को अगर साफ़ हवा और सुरक्षित पर्यावरण नहीं मिल रहा, तो उसके मानवाधिकारों का हनन हो रहा है। यह सोच भारत जैसे देशों के लिए भी महत्वपूर्ण है, जहां प्रदूषण, जल संकट और बढ़ती गर्मी आम जनजीवन को प्रभावित कर रहे हैं। अब सरकारों और उद्योगों को जलवायु परिवर्तन के प्रति अपनी जिम्मेदारियों को नजरअंदाज करना आसान नहीं होगा। वर्ष 2023 में दुनिया भर में कम से कम 196 पर्यावरण रक्षकों की हत्या कर दी गई। इनमें से अधिकतर मामले उन क्षेत्रों से जुड़े हैं जहां प्राकृतिक संसाधनों के दोहन, अवैध खनन, वनों की कटाई या औद्योगिक परियोजनाओं का विरोध किया गया था। 'ग्लोबल विटनेस' द्वारा हाल ही में प्रकाशित रिपोर्ट के अनुसार, बीते वर्ष 20 से अधिक देशों के 200 से अधिक पर्यावरण कार्यकर्ताओं से	[785, 1687, 1156, 1804]
lead-col-1: भारत वर्ष को विश्व के सबसे बड़े लोकतंत्र के रूप में जहां दुनिया जानती है वहीं यहां होने वाले चुनाव भी पूरी दुनिया को अपनी ओर आकर्षित करते हैं। कई बार विश्व के नेताओं के प्रतिनिधिमंडल हमारे विशाल देश की चुनावी प्रक्रिया को देखने व समझने के लिये चुनावों के दौरान भारत आते रहे हैं। उधर भारतीय चुनाव आयोग जहां इस विशाल चुनाव के सफल संचालन का हमेशा श्रेय लेता आया है वहीं इन्हीं चुनावों में प्रायः कहीं न कहीं चुनावी धांधली के आरोप भी लगते रहे हैं। विगत में लोकसभा व विधानसभा के कुछ चुनाव तो ऐसे भी संपन्न हुये जिनके परिणामों ने चुनाव पूर्व होने वाले सभी सर्वेक्षणों को पूरी तरह नकार दिया। वैसे भी जब से देश में इलेक्ट्रॉनिक वोटिंग मशीन (ईवीएम) के माध्यम से वोट पड़ने शुरू हुये हैं उसी समय से मतदान की निष्पक्षता पर सवाल उठते रहे हैं। स्वयं भारतीय जनता पार्टी के ही वरिष्ठ नेता लालकृष्ण आडवाणी, पूर्व केंद्रीय मंत्री सुब्रह्मण्यम स्वामी, व राज्यसभा सांसद जी.वी.एल. नरसिम्हा राव जैसे कई प्रमुख नेताओं ने समय-समय पर इलेक्ट्रॉनिक वोटिंग मशीन (ईवीएम) की विश्वसनीयता पर सवाल उठाते हुये इसके इस्तेमाल का विरोध किया है। बहरहाल 2014 के चुनावों के बाद से ईवीएम की विश्वसनीयता का सवाल विपक्षी दलों द्वारा किया जाने लगा है। पिछले एक दशक से होने वाले लगभग सभी चुनावों में ईवीएम से होने वाली धांधली के अनेक आरोप लगते रहे हैं। कभी ईवीएम बदलने के तो कभी ईवीएम 'चोरी होने के'। कभी मतदाताओं को यह कहते सुना गया कि उन्होंने वोट तो किसी और दिया परन्तु वीवीपैट मशीन किसी दूसरे निशान पर वोट पड़ा बताती है। हालांकि पिछले चुनावों में कई बार कई राज्यों में विपक्षी दलों को सरकारें भी बनीं परन्तु ईवीएम का विरोध निरंतर जारी रहा। दिल्ली में जंतर मंतर पर अनेक बार ईवीएम विरोधी प्रदर्शन भी हुये। देश के वकीलों का एक बड़ा वर्ग बहुलवर्ग ईवीएम के विरोध में रहा है।	[394, 496, 607, 960]
zodiac-forecast: पारिवारिक जीवन सुखद रहेगा। घर के बड़े आपसे अत्यधिक प्रसन्न रहेंगे। घर का वातावरण शांतिपूर्ण रहेगा। दोस्तों के साथ दर्शनीय स्थल का आनन्द ले सकते हैं।	[976, 2203, 1139, 2246]
